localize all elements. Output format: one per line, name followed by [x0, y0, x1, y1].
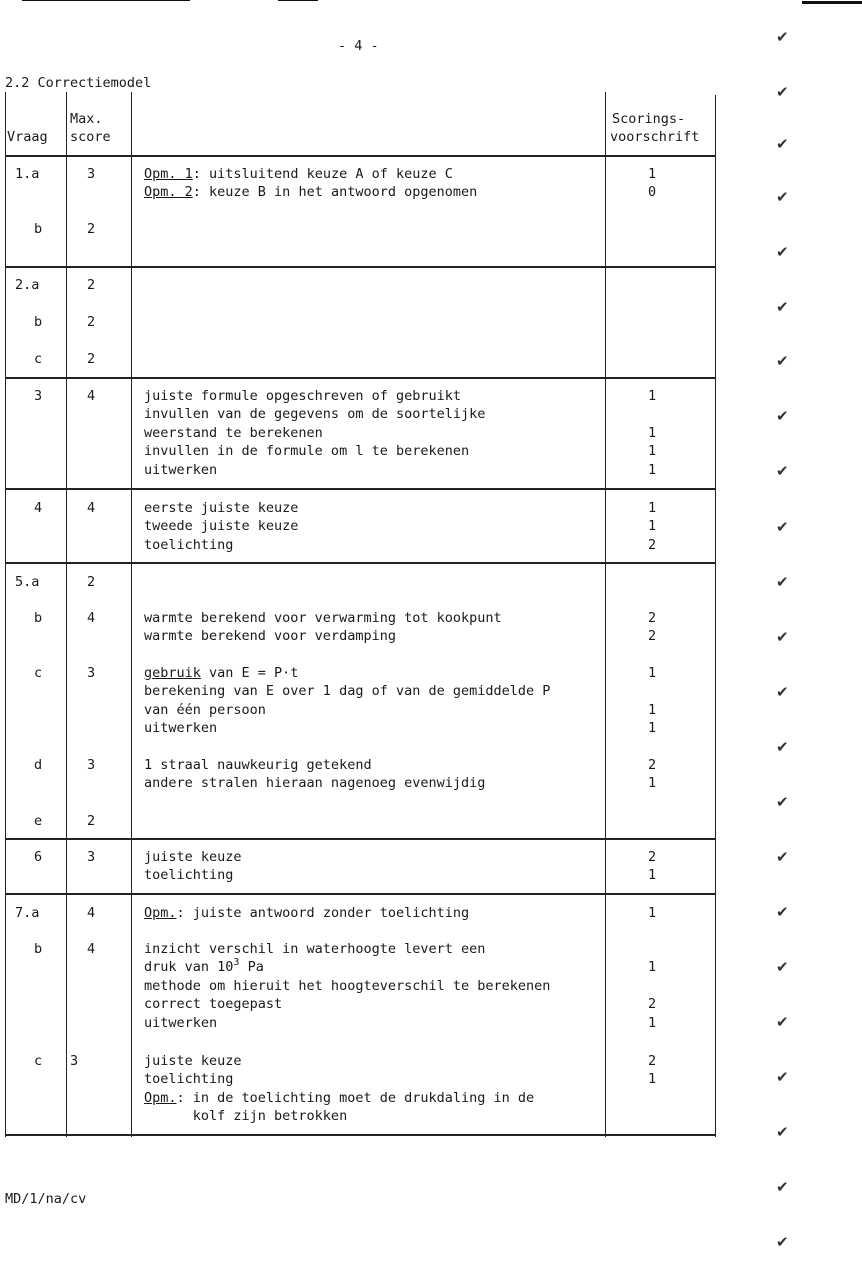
check-mark-icon: ✔ — [776, 298, 789, 316]
criterion-line — [144, 165, 453, 183]
check-mark-icon: ✔ — [776, 1068, 789, 1086]
page-number: - 4 - — [338, 38, 379, 54]
criterion-text: inzicht verschil in waterhoogte levert een — [144, 941, 486, 957]
criterion-text: methode om hieruit het hoogteverschil te berekenen — [144, 977, 551, 994]
criterion-text: uitwerken — [144, 1014, 218, 1031]
criterion-line — [144, 848, 242, 866]
rule-bottom — [5, 1134, 716, 1136]
exponent: 3 — [233, 957, 240, 969]
criterion-text: uitwerken — [144, 720, 218, 737]
criterion-prefix: gebruik — [144, 665, 201, 681]
criterion-line — [144, 442, 469, 460]
header-max-line2: score — [70, 129, 111, 145]
criterion-line — [144, 904, 469, 922]
criterion-text: : juiste antwoord zonder toelichting — [176, 905, 470, 921]
question-number: 3 — [34, 388, 43, 404]
check-mark-icon: ✔ — [776, 188, 789, 206]
criterion-line — [144, 940, 485, 958]
criterion-line — [144, 995, 282, 1013]
criterion-prefix: Opm. 1 — [144, 166, 193, 182]
criterion-text: : keuze B in het antwoord opgenomen — [192, 184, 478, 201]
check-mark-icon: ✔ — [776, 1123, 789, 1141]
header-max-line1: Max. — [70, 111, 103, 127]
max-score: 4 — [87, 941, 96, 957]
question-number: b — [34, 314, 43, 330]
criterion-score: 1 — [648, 701, 657, 718]
max-score: 2 — [87, 314, 96, 330]
question-number: c — [34, 351, 43, 367]
criterion-line — [144, 977, 550, 995]
check-mark-icon: ✔ — [776, 1178, 789, 1196]
question-number: d — [34, 757, 43, 773]
criterion-score: 1 — [648, 424, 657, 441]
criterion-text: kolf zijn betrokken — [144, 1108, 348, 1125]
check-mark-icon: ✔ — [776, 407, 789, 425]
check-mark-icon: ✔ — [776, 352, 789, 370]
criterion-line — [144, 536, 233, 554]
criterion-score: 2 — [648, 628, 657, 645]
table-right-border — [715, 95, 716, 1137]
criterion-text: juiste keuze — [144, 1053, 242, 1069]
check-mark-icon: ✔ — [776, 683, 789, 701]
criterion-prefix: Opm. — [144, 905, 177, 921]
question-number: b — [34, 221, 43, 237]
criterion-line — [144, 183, 477, 201]
criterion-line — [144, 387, 461, 405]
rule-q4 — [5, 562, 716, 564]
header-vraag: Vraag — [7, 129, 48, 145]
criterion-text: : in de toelichting moet de drukdaling in de — [176, 1089, 535, 1106]
check-mark-icon: ✔ — [776, 903, 789, 921]
criterion-score: 0 — [648, 184, 657, 201]
question-number: 4 — [34, 500, 43, 516]
rule-q1 — [5, 266, 716, 268]
criterion-score: 1 — [648, 665, 657, 681]
top-rule-right — [802, 1, 862, 4]
question-number: b — [34, 610, 43, 626]
rule-header — [5, 155, 716, 157]
check-mark-icon: ✔ — [776, 462, 789, 480]
criterion-text: van E = P·t — [200, 665, 299, 681]
criterion-line — [144, 719, 217, 737]
check-mark-icon: ✔ — [776, 628, 789, 646]
question-number: 6 — [34, 849, 43, 865]
criterion-score: 2 — [648, 536, 657, 553]
col-divider-max — [131, 92, 132, 1137]
question-number: 5.a — [15, 574, 40, 590]
criterion-line — [144, 609, 502, 627]
table-left-border — [5, 92, 6, 1137]
criterion-line — [144, 405, 485, 423]
criterion-score: 1 — [648, 959, 657, 976]
criterion-text: : uitsluitend keuze A of keuze C — [192, 166, 453, 182]
criterion-text: invullen in de formule om l te berekenen — [144, 443, 470, 460]
criterion-line — [144, 461, 217, 479]
criterion-score: 1 — [648, 388, 657, 404]
max-score: 3 — [70, 1053, 79, 1069]
criterion-line — [144, 866, 233, 884]
rule-q2 — [5, 377, 716, 379]
check-mark-icon: ✔ — [776, 83, 789, 101]
criterion-line — [144, 774, 485, 792]
header-scoring-line2: voorschrift — [610, 129, 700, 145]
criterion-score: 1 — [648, 867, 657, 884]
max-score: 2 — [87, 813, 96, 829]
criterion-text: warmte berekend voor verdamping — [144, 628, 396, 645]
check-mark-icon: ✔ — [776, 518, 789, 536]
max-score: 3 — [87, 849, 96, 865]
criterion-text: toelichting — [144, 1071, 234, 1088]
criterion-score: 1 — [648, 518, 657, 535]
criterion-text: andere stralen hieraan nagenoeg evenwijdig — [144, 775, 486, 792]
criterion-line — [144, 1014, 217, 1032]
col-divider-text — [605, 92, 606, 1137]
criterion-text: invullen van de gegevens om de soortelijke — [144, 406, 486, 423]
criterion-line — [144, 424, 323, 442]
criterion-text: druk van 10 — [144, 959, 234, 976]
check-mark-icon: ✔ — [776, 793, 789, 811]
criterion-text: warmte berekend voor verwarming tot kookpunt — [144, 610, 502, 626]
question-number: 1.a — [15, 166, 40, 182]
header-scoring-line1: Scorings- — [612, 111, 686, 127]
check-mark-icon: ✔ — [776, 573, 789, 591]
criterion-score: 1 — [648, 720, 657, 737]
question-number: c — [34, 1053, 43, 1069]
criterion-score: 2 — [648, 849, 657, 865]
check-mark-icon: ✔ — [776, 243, 789, 261]
criterion-line — [144, 1107, 347, 1125]
criterion-line — [144, 701, 266, 719]
criterion-text: berekening van E over 1 dag of van de gemiddelde P — [144, 683, 551, 700]
max-score: 4 — [87, 500, 96, 516]
max-score: 3 — [87, 166, 96, 182]
criterion-line — [144, 682, 550, 700]
top-rule-left — [22, 0, 190, 1]
question-number: c — [34, 665, 43, 681]
criterion-text: weerstand te berekenen — [144, 424, 323, 441]
criterion-score: 1 — [648, 1071, 657, 1088]
criterion-text: uitwerken — [144, 461, 218, 478]
criterion-line — [144, 664, 298, 682]
criterion-score: 2 — [648, 757, 657, 773]
criterion-text: toelichting — [144, 536, 234, 553]
max-score: 4 — [87, 388, 96, 404]
question-number: 7.a — [15, 905, 40, 921]
criterion-score: 1 — [648, 905, 657, 921]
max-score: 4 — [87, 905, 96, 921]
criterion-line — [144, 958, 264, 976]
criterion-text: toelichting — [144, 867, 234, 884]
criterion-line — [144, 756, 372, 774]
criterion-score: 1 — [648, 775, 657, 792]
footer-code: MD/1/na/cv — [5, 1191, 87, 1207]
criterion-line — [144, 517, 298, 535]
check-mark-icon: ✔ — [776, 958, 789, 976]
check-mark-icon: ✔ — [776, 738, 789, 756]
criterion-unit: Pa — [239, 959, 264, 976]
criterion-line — [144, 1089, 534, 1107]
rule-q5 — [5, 838, 716, 840]
criterion-score: 1 — [648, 1014, 657, 1031]
criterion-score: 1 — [648, 500, 657, 516]
check-mark-icon: ✔ — [776, 848, 789, 866]
question-number: b — [34, 941, 43, 957]
criterion-score: 2 — [648, 996, 657, 1013]
criterion-prefix: Opm. — [144, 1089, 177, 1106]
check-mark-icon: ✔ — [776, 135, 789, 153]
section-title: 2.2 Correctiemodel — [5, 75, 152, 91]
criterion-text: juiste keuze — [144, 849, 242, 865]
max-score: 2 — [87, 277, 96, 293]
check-mark-icon: ✔ — [776, 1013, 789, 1031]
col-divider-vraag — [66, 92, 67, 1137]
max-score: 3 — [87, 757, 96, 773]
criterion-prefix: Opm. 2 — [144, 184, 193, 201]
criterion-score: 2 — [648, 1053, 657, 1069]
rule-q6 — [5, 893, 716, 895]
question-number: e — [34, 813, 43, 829]
max-score: 2 — [87, 221, 96, 237]
criterion-line — [144, 1070, 233, 1088]
max-score: 4 — [87, 610, 96, 626]
criterion-text: juiste formule opgeschreven of gebruikt — [144, 388, 461, 404]
top-rule-mid — [278, 0, 318, 1]
question-number: 2.a — [15, 277, 40, 293]
max-score: 2 — [87, 351, 96, 367]
criterion-score: 1 — [648, 166, 657, 182]
criterion-text: tweede juiste keuze — [144, 518, 299, 535]
criterion-line — [144, 627, 396, 645]
criterion-score: 1 — [648, 443, 657, 460]
criterion-line — [144, 499, 298, 517]
criterion-score: 2 — [648, 610, 657, 626]
criterion-text: van één persoon — [144, 701, 266, 718]
criterion-score: 1 — [648, 461, 657, 478]
criterion-text: 1 straal nauwkeurig getekend — [144, 757, 372, 773]
criterion-text: eerste juiste keuze — [144, 500, 299, 516]
rule-q3 — [5, 488, 716, 490]
check-mark-icon: ✔ — [776, 1233, 789, 1251]
max-score: 2 — [87, 574, 96, 590]
criterion-line — [144, 1052, 242, 1070]
criterion-text: correct toegepast — [144, 996, 283, 1013]
check-mark-icon: ✔ — [776, 28, 789, 46]
max-score: 3 — [87, 665, 96, 681]
